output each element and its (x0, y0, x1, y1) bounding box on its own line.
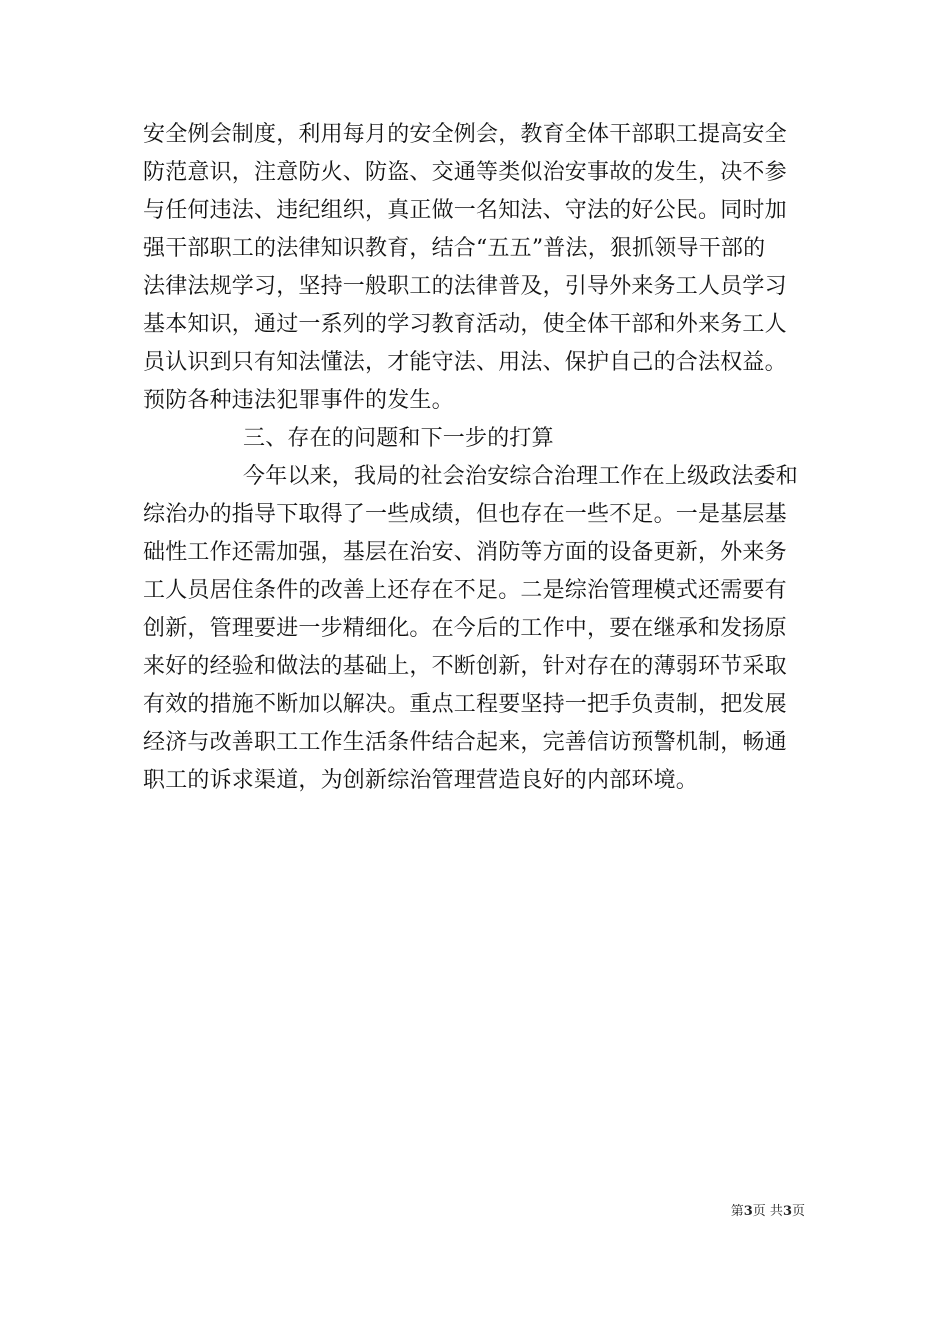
text-line: 经济与改善职工工作生活条件结合起来，完善信访预警机制，畅通 (143, 730, 787, 755)
text-line: 来好的经验和做法的基础上，不断创新，针对存在的薄弱环节采取 (143, 654, 787, 679)
text-line: 与任何违法、违纪组织，真正做一名知法、守法的好公民。同时加 (143, 198, 787, 223)
page-current: 3 (743, 1204, 753, 1219)
text-line: 强干部职工的法律知识教育，结合“五五”普法，狠抓领导干部的 (143, 236, 766, 261)
page-mid: 页 共 (752, 1204, 783, 1219)
section-heading: 三、存在的问题和下一步的打算 (243, 426, 554, 451)
text-line: 创新，管理要进一步精细化。在今后的工作中，要在继承和发扬原 (143, 616, 787, 641)
page-prefix: 第 (730, 1204, 744, 1219)
text-line: 有效的措施不断加以解决。重点工程要坚持一把手负责制，把发展 (143, 692, 787, 717)
text-line: 工人员居住条件的改善上还存在不足。二是综治管理模式还需要有 (143, 578, 787, 603)
text-line: 职工的诉求渠道，为创新综治管理营造良好的内部环境。 (143, 768, 699, 793)
page-number-footer (0, 1203, 805, 1221)
text-line: 基本知识，通过一系列的学习教育活动，使全体干部和外来务工人 (143, 312, 787, 337)
page-suffix: 页 (791, 1204, 805, 1219)
text-line: 法律法规学习，坚持一般职工的法律普及，引导外来务工人员学习 (143, 274, 787, 299)
text-line: 防范意识，注意防火、防盗、交通等类似治安事故的发生，决不参 (143, 160, 787, 185)
text-line: 综治办的指导下取得了一些成绩，但也存在一些不足。一是基层基 (143, 502, 787, 527)
document-body (143, 116, 808, 800)
page-total: 3 (782, 1204, 792, 1219)
text-line: 安全例会制度，利用每月的安全例会，教育全体干部职工提高安全 (143, 122, 787, 147)
text-line: 员认识到只有知法懂法，才能守法、用法、保护自己的合法权益。 (143, 350, 787, 375)
text-line: 础性工作还需加强，基层在治安、消防等方面的设备更新，外来务 (143, 540, 787, 565)
paragraph-first-line: 今年以来，我局的社会治安综合治理工作在上级政法委和 (243, 464, 799, 489)
text-line: 预防各种违法犯罪事件的发生。 (143, 388, 454, 413)
